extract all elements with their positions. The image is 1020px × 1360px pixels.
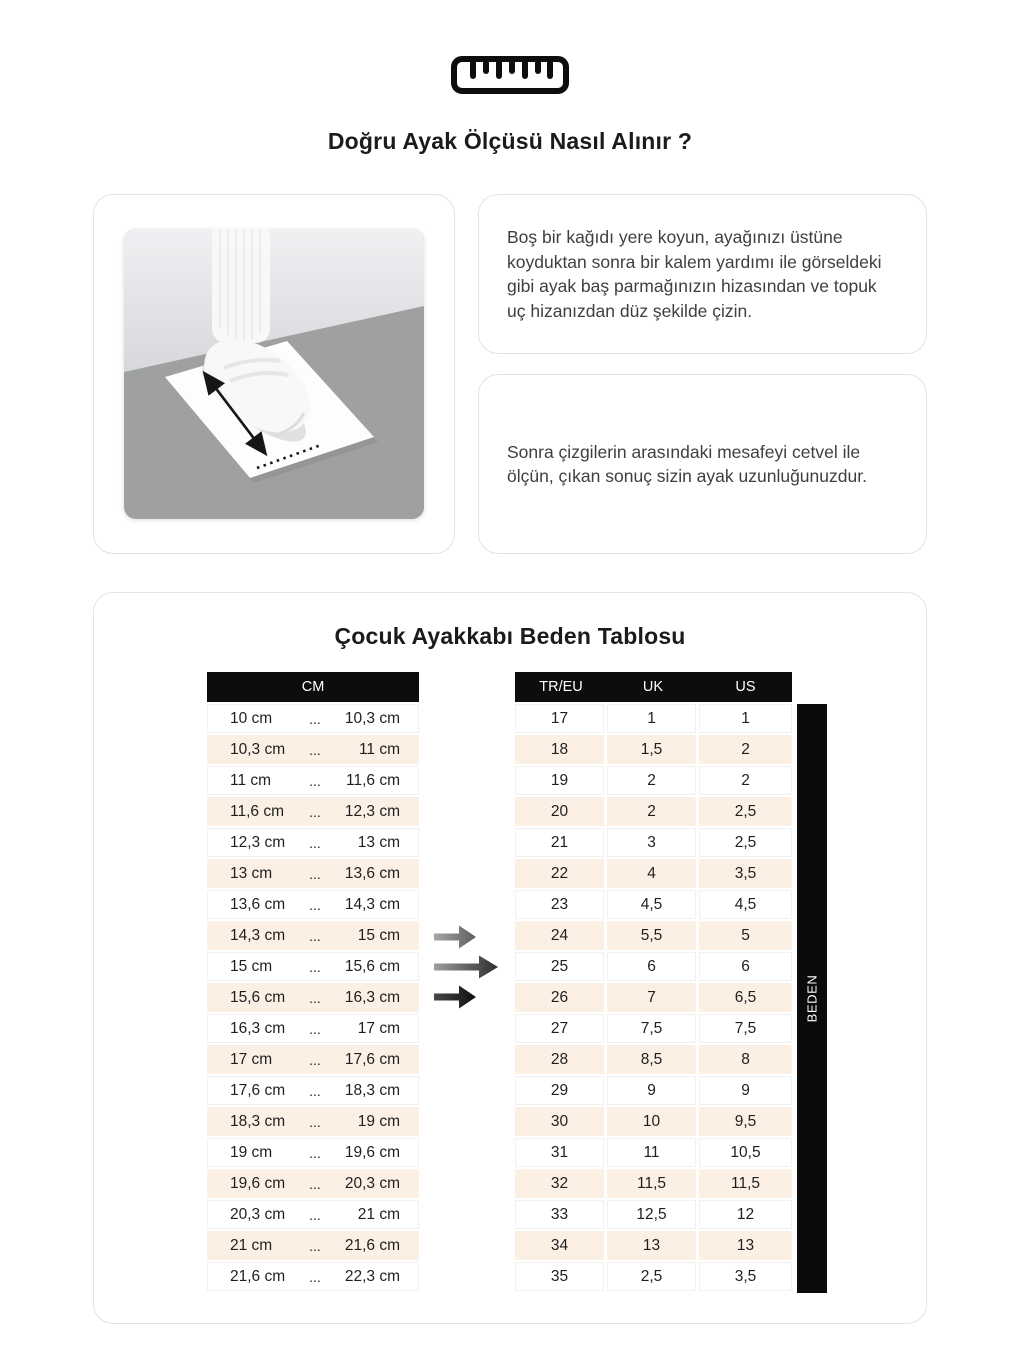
cm-to-value: 20,3 cm [344,1174,400,1192]
cm-from-value: 17 cm [230,1050,273,1068]
size-row [515,952,792,981]
size-cell: 2,5 [699,797,792,826]
size-cell: 34 [515,1231,604,1260]
range-dots: ... [309,1144,321,1161]
cm-range-row [207,952,419,981]
size-row [515,1200,792,1229]
instruction-texts [478,194,927,554]
size-cell: 13 [607,1231,696,1260]
cm-range-row [207,890,419,919]
size-cell: 6 [699,952,792,981]
cm-range-row [207,1138,419,1167]
cm-to-value: 12,3 cm [344,802,400,820]
cm-range-row [207,1045,419,1074]
size-cell: 8,5 [607,1045,696,1074]
size-cell: 3 [607,828,696,857]
size-cell: 3,5 [699,859,792,888]
range-dots: ... [309,1237,321,1254]
size-cell: 11 [607,1138,696,1167]
size-cell: 27 [515,1014,604,1043]
size-row [515,1045,792,1074]
instruction-card-1 [478,194,927,354]
cm-to-value: 17 cm [357,1019,400,1037]
cm-to-value: 18,3 cm [344,1081,400,1099]
size-cell: 12 [699,1200,792,1229]
cm-from-value: 14,3 cm [230,926,286,944]
size-cell: 7,5 [607,1014,696,1043]
cm-range-row [207,766,419,795]
cm-from-value: 20,3 cm [230,1205,286,1223]
cm-to-value: 17,6 cm [344,1050,400,1068]
size-cell: 9,5 [699,1107,792,1136]
range-dots: ... [309,1206,321,1223]
size-tables [207,672,926,1293]
size-cell: 18 [515,735,604,764]
size-row [515,983,792,1012]
beden-side-label: BEDEN [804,974,820,1023]
range-dots: ... [309,1020,321,1037]
size-cell: 26 [515,983,604,1012]
size-cell: 4,5 [699,890,792,919]
size-cell: 33 [515,1200,604,1229]
cm-from-value: 18,3 cm [230,1112,286,1130]
cm-from-value: 15 cm [230,957,273,975]
size-cell: 7 [607,983,696,1012]
cm-range-row [207,704,419,733]
cm-range-row [207,921,419,950]
cm-table-body [207,704,419,1291]
range-dots: ... [309,710,321,727]
cm-to-value: 21 cm [357,1205,400,1223]
size-cell: 19 [515,766,604,795]
range-dots: ... [309,741,321,758]
cm-to-value: 16,3 cm [344,988,400,1006]
instruction-step-2: Sonra çizgilerin arasındaki mesafeyi cetvel ile ölçün, çıkan sonuç sizin ayak uzunluğunuzdur. [507,441,867,486]
cm-to-value: 21,6 cm [344,1236,400,1254]
size-column-header: TR/EU [539,679,583,695]
cm-from-value: 21,6 cm [230,1267,286,1285]
range-dots: ... [309,1268,321,1285]
cm-from-value: 13 cm [230,864,273,882]
size-cell: 1 [699,704,792,733]
size-cell: 7,5 [699,1014,792,1043]
cm-to-value: 13 cm [357,833,400,851]
instruction-step-1: Boş bir kağıdı yere koyun, ayağınızı üstüne koyduktan sonra bir kalem yardımı ile görseldeki gibi ayak baş parmağınızın hizasından ve topuk uç hizanızdan düz şekilde çizin. [507,227,882,321]
size-cell: 6 [607,952,696,981]
conversion-arrows-icon [419,924,515,1010]
size-cell: 29 [515,1076,604,1105]
size-cell: 35 [515,1262,604,1291]
cm-range-row [207,1200,419,1229]
size-cell: 11,5 [699,1169,792,1198]
beden-side-bar [797,704,827,1293]
size-cell: 5 [699,921,792,950]
intl-size-table [515,672,792,1293]
range-dots: ... [309,958,321,975]
size-column-header: UK [642,679,664,695]
range-dots: ... [309,1113,321,1130]
size-row [515,735,792,764]
range-dots: ... [309,1082,321,1099]
cm-from-value: 11,6 cm [230,802,284,820]
size-cell: 10 [607,1107,696,1136]
size-cell: 9 [699,1076,792,1105]
cm-from-value: 10,3 cm [230,740,286,758]
size-cell: 2 [699,766,792,795]
range-dots: ... [309,772,321,789]
cm-to-value: 11 cm [358,740,400,758]
cm-from-value: 19 cm [230,1143,273,1161]
size-row [515,797,792,826]
measurement-photo-card [93,194,455,554]
size-cell: 2,5 [607,1262,696,1291]
size-cell: 2,5 [699,828,792,857]
instruction-section [93,194,927,554]
cm-range-row [207,1231,419,1260]
cm-range-row [207,828,419,857]
size-row [515,1138,792,1167]
cm-range-row [207,1076,419,1105]
size-cell: 1,5 [607,735,696,764]
cm-range-row [207,1262,419,1291]
intl-size-table-body [515,704,792,1291]
size-cell: 24 [515,921,604,950]
size-cell: 32 [515,1169,604,1198]
cm-range-row [207,1107,419,1136]
size-row [515,890,792,919]
range-dots: ... [309,1175,321,1192]
size-cell: 11,5 [607,1169,696,1198]
size-cell: 28 [515,1045,604,1074]
size-table-title: Çocuk Ayakkabı Beden Tablosu [334,623,686,649]
size-cell: 9 [607,1076,696,1105]
size-column-header: US [735,679,756,695]
range-dots: ... [309,865,321,882]
size-row [515,1262,792,1291]
cm-from-value: 11 cm [230,771,272,789]
cm-range-row [207,1169,419,1198]
range-dots: ... [309,803,321,820]
cm-range-row [207,983,419,1012]
range-dots: ... [309,927,321,944]
cm-to-value: 11,6 cm [346,771,400,789]
size-row [515,1231,792,1260]
cm-to-value: 14,3 cm [344,895,400,913]
cm-from-value: 15,6 cm [230,988,286,1006]
cm-table-header: CM [207,672,419,702]
ruler-icon [0,55,1020,95]
size-cell: 6,5 [699,983,792,1012]
size-row [515,766,792,795]
size-cell: 4,5 [607,890,696,919]
cm-to-value: 10,3 cm [344,709,400,727]
cm-to-value: 19,6 cm [344,1143,400,1161]
size-cell: 2 [699,735,792,764]
size-cell: 31 [515,1138,604,1167]
size-row [515,859,792,888]
cm-from-value: 16,3 cm [230,1019,286,1037]
size-cell: 10,5 [699,1138,792,1167]
size-cell: 1 [607,704,696,733]
size-cell: 13 [699,1231,792,1260]
size-cell: 22 [515,859,604,888]
size-cell: 5,5 [607,921,696,950]
cm-range-row [207,1014,419,1043]
foot-measurement-photo [124,229,424,519]
size-cell: 12,5 [607,1200,696,1229]
size-cell: 30 [515,1107,604,1136]
cm-from-value: 17,6 cm [230,1081,286,1099]
size-table-card [93,592,927,1324]
cm-from-value: 13,6 cm [230,895,286,913]
size-row [515,828,792,857]
range-dots: ... [309,896,321,913]
cm-to-value: 13,6 cm [344,864,400,882]
size-row [515,1169,792,1198]
size-row [515,1014,792,1043]
range-dots: ... [309,834,321,851]
cm-from-value: 12,3 cm [230,833,286,851]
cm-to-value: 19 cm [357,1112,400,1130]
cm-to-value: 15 cm [357,926,400,944]
cm-from-value: 10 cm [230,709,273,727]
size-cell: 21 [515,828,604,857]
cm-range-row [207,859,419,888]
size-row [515,1076,792,1105]
size-cell: 2 [607,766,696,795]
cm-from-value: 19,6 cm [230,1174,286,1192]
size-row [515,921,792,950]
cm-table [207,672,419,1293]
instruction-card-2 [478,374,927,554]
range-dots: ... [309,989,321,1006]
size-cell: 17 [515,704,604,733]
intl-size-table-header [515,672,792,702]
cm-to-value: 15,6 cm [344,957,400,975]
cm-to-value: 22,3 cm [344,1267,400,1285]
cm-from-value: 21 cm [230,1236,273,1254]
size-cell: 3,5 [699,1262,792,1291]
size-cell: 20 [515,797,604,826]
size-cell: 8 [699,1045,792,1074]
cm-range-row [207,797,419,826]
size-cell: 4 [607,859,696,888]
size-cell: 2 [607,797,696,826]
size-row [515,1107,792,1136]
size-cell: 23 [515,890,604,919]
size-cell: 25 [515,952,604,981]
size-row [515,704,792,733]
page-title: Doğru Ayak Ölçüsü Nasıl Alınır ? [327,128,693,154]
cm-range-row [207,735,419,764]
range-dots: ... [309,1051,321,1068]
